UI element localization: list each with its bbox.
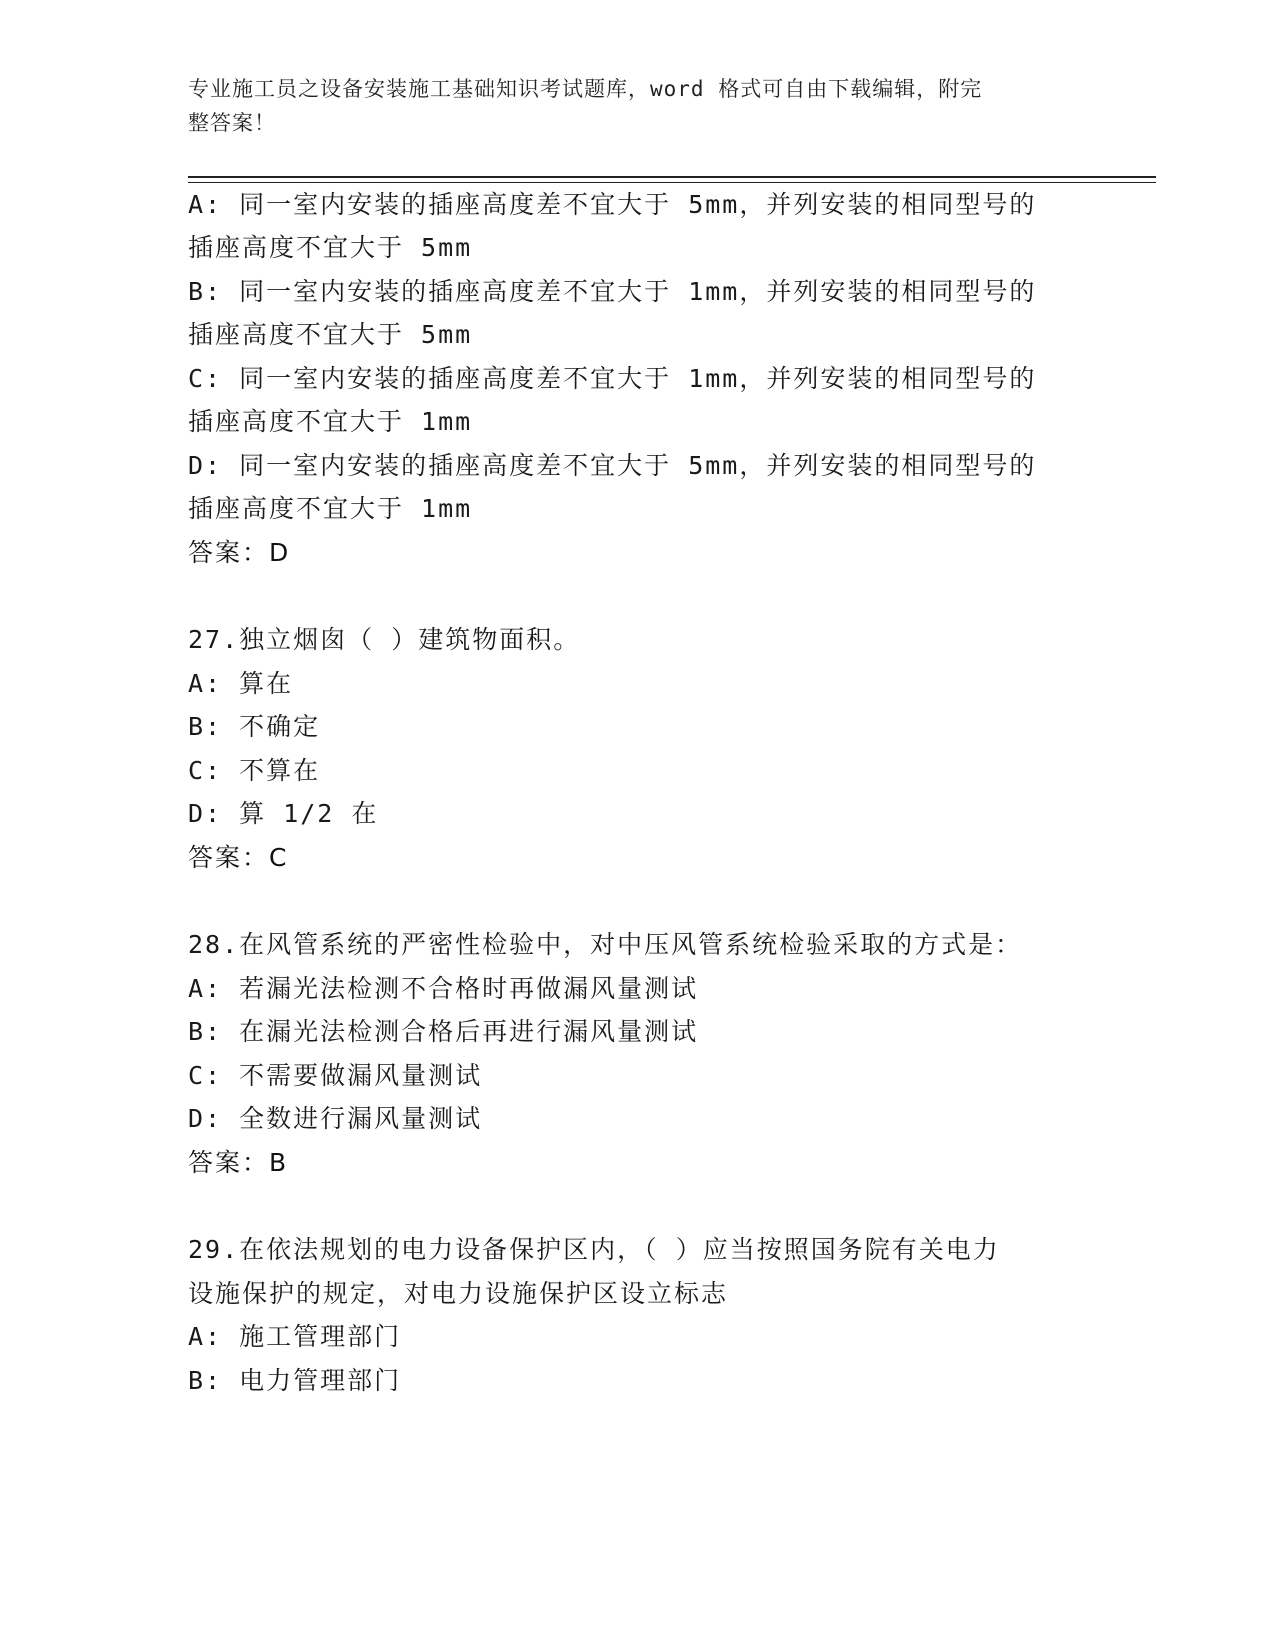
q26-option-a-line-1: A: 同一室内安装的插座高度差不宜大于 5mm，并列安装的相同型号的 <box>188 190 1037 219</box>
q28-question: 28.在风管系统的严密性检验中，对中压风管系统检验采取的方式是： <box>188 930 1023 959</box>
q29-option-a: A: 施工管理部门 <box>188 1322 402 1351</box>
q26-option-c-line-1: C: 同一室内安装的插座高度差不宜大于 1mm，并列安装的相同型号的 <box>188 364 1037 393</box>
q26-option-c-line-2: 插座高度不宜大于 1mm <box>188 407 473 436</box>
q28-answer-label: 答案： <box>188 1148 270 1177</box>
q29-question-line-1: 29.在依法规划的电力设备保护区内，（ ）应当按照国务院有关电力 <box>188 1235 1000 1264</box>
q27-option-b: B: 不确定 <box>188 712 321 741</box>
header-divider-thick <box>188 176 1156 178</box>
q27-option-d: D: 算 1/2 在 <box>188 799 379 828</box>
q27-answer <box>188 838 286 878</box>
q26-answer-label: 答案： <box>188 538 270 567</box>
q26-answer-value: D <box>269 538 289 567</box>
q29-question-line-2: 设施保护的规定，对电力设施保护区设立标志 <box>188 1279 729 1308</box>
q28-option-a: A: 若漏光法检测不合格时再做漏风量测试 <box>188 974 699 1003</box>
q28-answer-value: B <box>269 1148 287 1177</box>
q28-answer <box>188 1143 286 1183</box>
q28-option-c: C: 不需要做漏风量测试 <box>188 1061 483 1090</box>
q26-option-a-line-2: 插座高度不宜大于 5mm <box>188 233 473 262</box>
q26-option-b-line-1: B: 同一室内安装的插座高度差不宜大于 1mm，并列安装的相同型号的 <box>188 277 1037 306</box>
q28-option-d: D: 全数进行漏风量测试 <box>188 1104 483 1133</box>
header-line-2: 整答案！ <box>188 111 276 135</box>
q27-question: 27.独立烟囱（ ）建筑物面积。 <box>188 625 581 654</box>
q26-answer <box>188 533 288 573</box>
q27-option-c: C: 不算在 <box>188 756 321 785</box>
q26-option-d-line-1: D: 同一室内安装的插座高度差不宜大于 5mm，并列安装的相同型号的 <box>188 451 1037 480</box>
q26-option-b-line-2: 插座高度不宜大于 5mm <box>188 320 473 349</box>
header-divider-thin <box>188 182 1156 183</box>
document-header <box>188 72 1068 140</box>
q26-option-d-line-2: 插座高度不宜大于 1mm <box>188 494 473 523</box>
header-line-1: 专业施工员之设备安装施工基础知识考试题库，word 格式可自由下载编辑，附完 <box>188 77 983 101</box>
q27-option-a: A: 算在 <box>188 669 294 698</box>
q27-answer-value: C <box>269 843 287 872</box>
q28-option-b: B: 在漏光法检测合格后再进行漏风量测试 <box>188 1017 699 1046</box>
q27-answer-label: 答案： <box>188 843 270 872</box>
q29-option-b: B: 电力管理部门 <box>188 1366 402 1395</box>
